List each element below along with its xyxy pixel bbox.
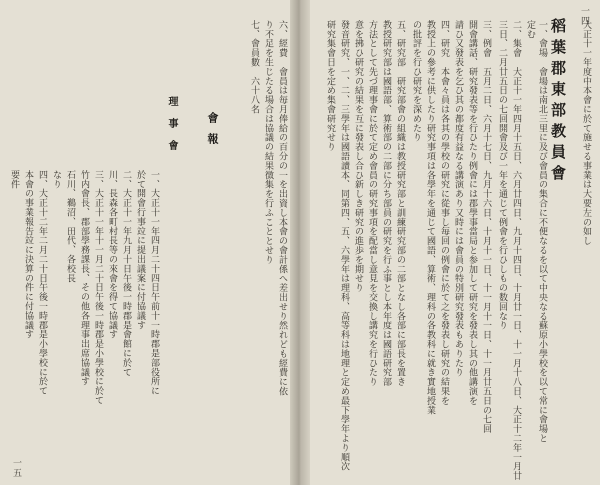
text-column: なり	[51, 170, 61, 189]
text-column: の批評を行ひ研究を深めたり	[411, 20, 421, 143]
text-column: 研究集會日を定め集會研究せり	[325, 20, 335, 152]
page-title: 稻葉郡東部教員會	[549, 18, 567, 186]
text-column: 教授研究部は國語部、算術部の二部に分ち部員の研究を行ふ事とし本年度は國語研究部	[381, 20, 391, 387]
text-column: り不足を生じたる場合は協議の結果徴集を行ふこととせり	[263, 20, 273, 265]
text-column: 五、研究部 研究部會の組織は教授研究部と訓練研究部の二部となし各部に部長を置き	[395, 20, 405, 387]
page-number-right: 一四	[579, 6, 589, 26]
text-column: 方法として先づ理事會に於て定め會員の研究事項を配當し意見を交換し講究を行ひたり	[367, 20, 377, 387]
text-column: 竹内會長、郡部學務課長、その他各理事出席協議す	[79, 170, 89, 387]
text-column: 一、大正十一年四月二十四日午前十一時郡是部役所に	[149, 170, 159, 396]
text-column: 四、大正十二年二月二十日午後一時郡是小學校に於て	[37, 170, 47, 396]
text-column: 七、會員數 六十八名	[249, 20, 259, 114]
heading-kaiho: 會報	[206, 112, 219, 154]
book-gutter	[290, 0, 310, 485]
text-column: 三日、二月廿五日の七回開會及び一年を通じて例會を行ひしもの数回なり	[497, 20, 507, 331]
left-page	[0, 0, 296, 485]
text-column: 開會講話、研究發表等を行ひたり例會には郡學事當局と参加して研究を發表し其の他講演を	[467, 20, 477, 406]
text-column: 請ひ又發表を乞ひ其の都度有益なる講演あり又時には會員の特別研究發表もありたり	[453, 20, 463, 378]
text-column: 川、長森各町村長等の來會を得て協議す	[107, 170, 117, 340]
text-column: 一、會場 會場は南北三里に及び會員の集合に不便なるを以て中央なる蘇原小學校を以て常に會場と	[537, 20, 547, 443]
text-column: 二、集會 大正十一年四月十五日、六月廿四日、九月十四日、十月廿一日、十一月十八日、大正十二年一月廿	[511, 20, 521, 481]
text-column: 於て開會行事竝に提出議案に付協議す	[135, 170, 145, 330]
heading-rijikai: 理事會	[166, 96, 177, 162]
page-number-left: 一五	[11, 458, 21, 478]
text-column: 教授上の參考に供したり研究事項は各學年を通じて國語、算術、理科の各教科に就き實地授業	[425, 20, 435, 415]
text-column: 發音研究、一、二、三學年は國語讀本、同第四、五、六學年は理科、高等科は地理と定め最下學年より順次	[339, 20, 349, 472]
text-column: 意を拂ひ研究の結果を互に發表し合ひ新しき研究の進歩を期せり	[353, 20, 363, 293]
text-column: 三、例會 五月二日、六月十七日、九月十六日、十月十一日、十一月十一日、十一月廿五日の七回	[481, 20, 491, 434]
text-column: 大正十一年度中本會に於て施せる事業は大要左の如し	[581, 20, 591, 246]
text-column: 石川、鵜沼、田代、各校長	[65, 170, 75, 283]
text-column: 三、大正十一年十一月二十日午後一時郡是小學校に於て	[93, 170, 103, 405]
text-column: 六、經費 會員は毎月俸給の百分の一を出資し本會の會計係へ差出せり然れども經費に依	[277, 20, 287, 396]
text-column: 二、大正十一年九月十日午後一時郡是會館に於て	[121, 170, 131, 377]
text-column: 本會の事業報告竝に決算の件に付協議す	[23, 170, 33, 340]
text-column: 定む	[525, 20, 535, 39]
text-column: 要件	[9, 170, 19, 189]
right-page	[304, 0, 600, 485]
text-column: 四、研究 本會々員は各其の學校の研究に從事し毎回の例會に於て之を發表し研究の結果を	[439, 20, 449, 406]
